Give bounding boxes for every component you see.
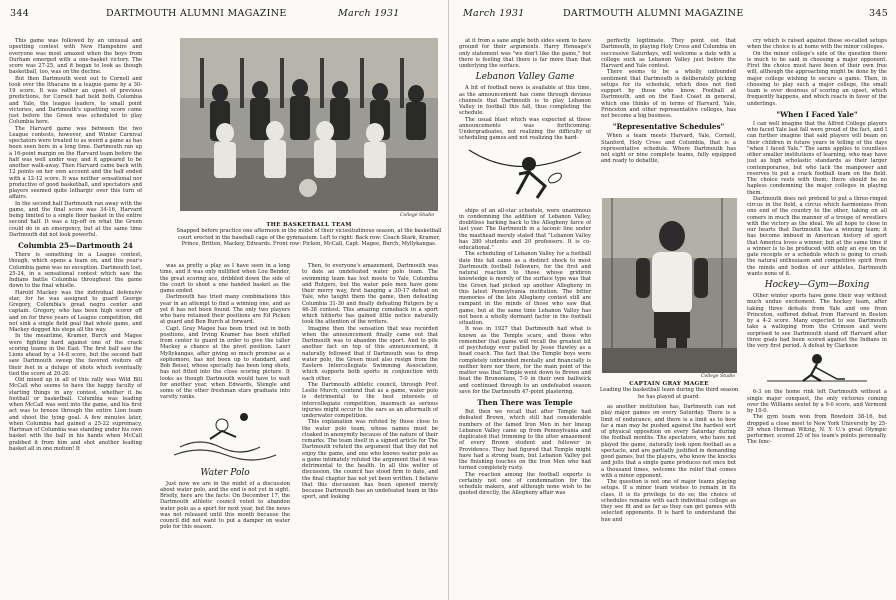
right-page-header	[457, 8, 888, 22]
right-column-1	[459, 38, 591, 594]
water-polo-illustration	[160, 401, 290, 465]
paragraph: Then, to everyone's amazement, Dartmouth was to date an undefeated water polo team. The swimming team has lost meets to Yale, Columbia and Rutgers, but the water polo men have gone their merry way, first hanging a 30-17 defeat on Yale, who taught them the game, then defeating Columbia 31-30 and finally defeating Rutgers by a 46-38 contest. This amazing comeback in a sport which hitherto has gained little notice naturally took the attention of the writers.	[302, 263, 438, 326]
right-page	[448, 0, 896, 600]
section-heading: Columbia 25—Dartmouth 24	[18, 241, 133, 250]
paragraph: It was in 1927 that Dartmouth had what is known as the Temple scare, and those who remember that game will recall the greatest bit of psychology ever pulled by Jesse Hawley as a head coach. The fact that the Temple boys were completely unbranded mentally and financially is neither here nor there, for the main point of the matter was that Temple went down to Brown and beat the Brunonians, 7-0 in their own bailiwick and continued through to an undefeated season save for the Dartmouth 47-point plastering.	[459, 326, 591, 395]
paragraph: 6-3 on the home rink left Dartmouth without a single major conquest, the only victories coming over the Williams sextet by a 9-0 score, and Vermont by 10-0.	[747, 389, 887, 414]
paragraph: Dartmouth has tried many combinations this year in an attempt to find a winning one, and as yet it has not been found. The only two players who have retained their positions are Ed Picken at guard and Ben Burch at forward.	[160, 294, 290, 326]
paragraph: A bit of football news is available at this time, as the announcement has come through devious channels that Dartmouth is to play Lebanon Valley in football this fall, thus completing the schedule.	[459, 85, 591, 117]
hockey-player-icon	[747, 349, 887, 389]
caption-text: Leading the basketball team during the third season he has played at guard.	[599, 387, 739, 400]
hockey-illustration	[747, 349, 887, 389]
photo-credit: College Studio	[701, 374, 736, 379]
paragraph: ships of an all-star schedule, were unanimous in condemning the addition of Lebanon Valley, doubtless harking back to the Allegheny farce of last year. The Dartmouth in a laconic line under the masthead merely stated that "Lebanon Valley has 380 students and 20 professors. It is co-educational."	[459, 207, 591, 251]
football-player-icon	[459, 142, 591, 208]
paragraph: The scheduling of Lebanon Valley for a football date this fall came as a distinct shock to most Dartmouth football followers, for the first and natural reaction to those whose gridiron knowledge is merely of the surface type was that the Green had picked up another Allegheny in this latest Pennsylvania institution. The bitter memories of the late Allegheny contest still are rampant in the minds of those who saw that game, but at the same time Lebanon Valley has not been a wholly dormant factor in the football situation.	[459, 251, 591, 326]
paragraph: The Dartmouth athletic council, through Prof. Leslie Murch, contend that as a game, water polo is detrimental to the best interests of intercollegiate competition, inasmuch as serious injuries might occur to the ears as an aftermath of underwater competition.	[302, 381, 438, 419]
paragraph: Capt. Gray Magee has been tried out in both positions, and Irving Kramer has been shifted from center to guard in order to give the taller Mackey a chance at the pivot position. Lauri Myllykangas, after giving so much promise as a sophomore, has not been up to standard, and Bob Beisel, whose specialty has been long shots, has not fitted into the close scoring picture. It looks as though Dartmouth would have to wait for another year, when Edwards, Stengle and some of the other freshman stars graduate into varsity ranks.	[160, 325, 290, 401]
section-heading: "When I Faced Yale"	[776, 109, 858, 119]
right-column-2-bottom	[601, 404, 736, 594]
paragraph: cry which is raised against these so-called setups when the choice is at home with the minor colleges.	[747, 38, 887, 51]
basketball-team-photo	[180, 38, 438, 211]
photo-credit: College Studio	[400, 213, 435, 218]
paragraph: This explanation was refuted by those close to the water polo team, whose names must be cloaked in anonymity because of the nature of their remarks. The team itself in a signed article for The Dartmouth refuted the argument that they did not enjoy the game, and one who knows water polo as a game intimately refuted the argument that it was detrimental to the health. In all this welter of discussion, the council has stood firm to date, and the final chapter has not yet been written. I believe that this discussion has been opened merely because Dartmouth has an undefeated team in this sport, and looking	[302, 419, 438, 501]
paragraph: The Harvard game was between the two League contests, however, and Winter Carnival spectators were treated to as weird a game as has been seen here in a long time. Dartmouth ran up a 16-point margin on the Harvard team before the half was well under way, and it appeared to be another walk-away. Then Harvard came back with 12 points on her own account and the half ended with a 12-12 score. It was neither sensational nor productive of good basketball, and spectators and players seemed quite lethargic over this turn of affairs.	[9, 125, 142, 201]
section-heading: Then There was Temple	[477, 398, 573, 407]
paragraph: There seems to be a wholly unfounded sentiment that Dartmouth is deliberately picking setups for its schedule, which does not find support by those who know. Football at Dartmouth, and on the East Coast in general, which one thinks of in terms of Harvard, Yale, Princeton and other representative colleges, has not become a big business.	[601, 69, 736, 119]
right-column-3	[747, 38, 887, 594]
caption-text: Snapped before practice one afternoon in the midst of their vicissitudinous season, at the basketball court erected in the baseball cage of the gymnasium. Left to right: Back row: Coach Stark, Kramer, Prince, Britten, Mackey, Edwards. Front row: Picken, McCall, Capt. Magee, Burch, Myllykangas.	[176, 228, 442, 247]
left-column-1	[9, 38, 142, 594]
paragraph: as another institution has, Dartmouth can not play major games on every Saturday. There is a limit of endurance, and there is a limit as to how far a man may be pushed against the hardest sort of physical opposition on every Saturday during the football months. The spectators, who have not played the game, naturally look upon football as a spectacle, and are partially justified in demanding good games, but the players, who know the knocks and jolts that a single game produces not once but a thousand times, welcome the relief that comes with a minor opponent.	[601, 404, 736, 479]
magazine-title: DARTMOUTH ALUMNI MAGAZINE	[563, 8, 744, 19]
paragraph: In the meantime, Kramer, Burch and Magee were fighting hard against one of the crack scoring teams in the East. The first half saw the Lions ahead by a 14-8 score, but the second half saw Dartmouth sweep the favored visitors off their feet in a deluge of shots which eventually tied the score at 20-20.	[9, 333, 142, 377]
section-heading: Water Polo	[200, 467, 250, 478]
paragraph: In the second half Dartmouth ran away with the game, and the final score was 34-16, Harvard being limited to a single floor basket in the entire second half. It was a tip-off on what the Green could do in an emergency, but at the same time Dartmouth did not look powerful.	[9, 200, 142, 238]
section-heading: Hockey—Gym—Boxing	[764, 280, 870, 290]
left-column-2	[160, 263, 290, 594]
captain-magee-photo	[602, 198, 737, 373]
paragraph: perfectly legitimate. They point out that Dartmouth, in playing Holy Cross and Columbia on successive Saturdays, will welcome a date with a college such as Lebanon Valley just before the Harvard and Yale contest.	[601, 38, 736, 69]
photo-caption	[176, 222, 442, 247]
paragraph: Dartmouth does not pretend to put a three-ringed circus in the field, a circus which harmonizes from one end of the country to the other, taking on all comers in much the manner of a troupe of wrestlers with the victory as the ideal. We all hope to close in our hearts that Dartmouth has a winning team; it has become imbued in American history of sport that America loves a winner, but at the same time if a winner is to be produced with only an eye on the gate receipts or a schedule which is going to crush the natural enthusiasm and competitive spirit from the minds and bodies of our athletes, Dartmouth wants none of it.	[747, 195, 887, 277]
paragraph: But then we recall that after Temple had defeated Brown, which still had considerable numbers of the famed Iron Men in her lineup Lebanon Valley came up from Pennsylvania and duplicated that trimming to the utter amazement of every Brown student and follower in Providence. They had figured that Temple might have had a strong team, but Lebanon Valley put the finishing touches on the Iron Men who had turned completely rusty.	[459, 409, 591, 472]
section-heading: "Representative Schedules"	[612, 122, 725, 132]
captain-photo-illustration	[602, 198, 737, 373]
paragraph: I can well imagine that the Alfred College players who faced Yale last fall were proud of the fact, and I can further imagine that said players will beam on their children in future years in telling of the days "when I faced Yale." The same applies to countless other smaller institutions of learning, who may have just as high scholastic standards as their larger contemporaries, but who lack the manpower and reserves to put a crack football team on the field. The choice rests with them; there should be no hapless condemning the major colleges in playing them.	[747, 120, 887, 196]
paragraph: The question is not one of major teams playing setups. If a minor team wishes to remain in its class, it is its privilege to do so; the choice of schedules remains with each individual college as they see fit and as far as they can get games with selected opponents. It is hard to understand the hue and	[601, 479, 736, 523]
paragraph: On the minor college's side of the question there is much to be said in choosing a major opponent. First the choice must have been of their own free will, although the approaching might be done by the major college wishing to secure a game. Then, in choosing to play such a major college, the small team is ever desirous of scoring an upset, which frequently happens, and which reacts in favor of the underlings.	[747, 50, 887, 107]
paragraph: Harold Mackey was the individual defensive star, for he was assigned to guard George Gregory, Columbia's great negro center and captain. Gregory, who has been high scorer off and on for three years of League competition, did not sink a single field goal that whole game, and Mackey dogged his steps all the way.	[9, 289, 142, 333]
paragraph: was as pretty a play as I have seen in a long time, and it was only nullified when Lou Bender, the great scoring ace, dribbled down the side of the court to shoot a one handed basket as the game ended.	[160, 263, 290, 294]
section-heading: Lebanon Valley Game	[475, 72, 575, 83]
paragraph: When a team meets Harvard, Yale, Cornell, Stanford, Holy Cross and Columbia, that is a representative schedule. Where Dartmouth has not eight or nine complete teams, fully equipped and ready to debattle,	[601, 133, 736, 165]
issue-date: March 1931	[463, 8, 525, 19]
paragraph: There is something in a League contest, though, which opens a team on, and this year's Columbia game was no exception. Dartmouth lost, 25-24, in a sensational contest which saw the Indians battle Columbia throughout the game down to the final whistle.	[9, 252, 142, 290]
caption-title: CAPTAIN GRAY MAGEE	[629, 381, 709, 387]
paragraph: at it from a sane angle both sides seem to have ground for their arguments. Harry Heneage's only statement was "we don't like the game," but there is feeling that there is far more than that underlying the surface.	[459, 38, 591, 69]
football-illustration	[459, 142, 591, 208]
paragraph: Old mixed up in all of this rally was Wild Bill McCall who seems to have the happy faculty of starting things in any contest, whether it be football or basketball. Columbia was leading when McCall was sent into the game, and his first act was to breeze through the entire Lion team and shoot the tying goal. A few minutes later, when Columbia had gained a 25-22 supremacy, Hartman of Columbia was standing under his own basket with the ball in his hands when McCall grabbed it from him and shot another leading basket all in one motion! It	[9, 377, 142, 452]
paragraph: Other winter sports have gone their way without much undue excitement. The hockey team, after taking three defeats from Yale and one from Princeton, suffered defeat from Harvard in Boston by a 4-2 score. Many expected to see Dartmouth take a walloping from the Crimson and were surprised to see Dartmouth stand off Harvard after three goals had been scored against the Indians in the very first period. A defeat by Clarkson	[747, 293, 887, 349]
paragraph: Just now we are in the midst of a discussion about water polo, and the end is not yet in sight. Briefly, here are the facts: On December 17, the Dartmouth athletic council voted to abandon water polo as a sport for next year, but the news was not released until this month because the council did not want to put a damper on water polo for this season.	[160, 480, 290, 531]
paragraph: This game was followed by an unusual and upsetting contest with New Hampshire and everyone was most amazed when the boys from Durham emerged with a one-basket victory. The score was 27-25, and it began to look as though basketball, too, was on the decline.	[9, 38, 142, 76]
paragraph: The gym team won from Bowdoin 38-16, but dropped a close meet to New York University by 25-29 when Herman Witzig, N. Y. U.'s great Olympic performer, scored 25 of his team's points personally. The fenc-	[747, 414, 887, 446]
left-column-3	[302, 263, 438, 594]
paragraph: Imagine then the sensation that was recorded when the announcement finally came out that Dartmouth was to abandon the sport. And to pile another fact on top of this announcement, it naturally followed that if Dartmouth was to drop water polo, the Green must also resign from the Eastern Intercollegiate Swimming Association, which supports both sports in conjunction with each other.	[302, 325, 438, 382]
magazine-title: DARTMOUTH ALUMNI MAGAZINE	[106, 8, 287, 19]
paragraph: The usual blast which was expected at these announcements was forthcoming. Undergraduates, not realizing the difficulty of scheduling games and not realizing the hard-	[459, 116, 591, 142]
paragraph: The reaction among the football experts is certainly not one of condemnation for the schedule makers, and although none wish to be quoted directly, the Allegheny affair was	[459, 471, 591, 497]
paragraph: But then Dartmouth went out to Cornell and took over the Ithacans in a league game by a 30-19 score. It was rather an upset of previous predictions, for Cornell had held both Columbia and Yale, the league leaders, to small point victories, and Dartmouth's upsetting score came just before the Green was scheduled to play Columbia here.	[9, 75, 142, 126]
swimmer-icon	[160, 401, 290, 465]
right-column-2-top	[601, 38, 736, 198]
page-number: 344	[10, 8, 30, 19]
left-page-header	[8, 8, 440, 22]
page-number: 345	[869, 8, 889, 19]
team-photo-illustration	[180, 38, 438, 211]
issue-date: March 1931	[338, 8, 400, 19]
caption-title: THE BASKETBALL TEAM	[266, 222, 352, 228]
photo-caption	[599, 381, 739, 400]
